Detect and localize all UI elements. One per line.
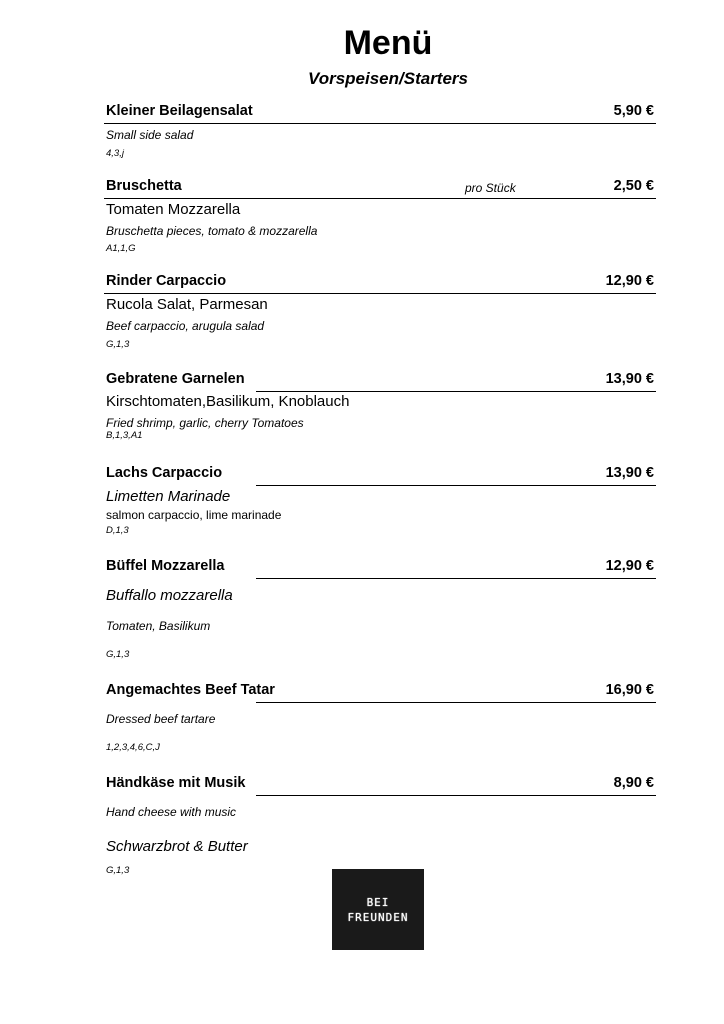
item-allergens: G,1,3 bbox=[106, 865, 130, 876]
divider bbox=[256, 391, 656, 392]
divider bbox=[104, 198, 656, 199]
divider bbox=[256, 795, 656, 796]
logo-line-2: FREUNDEN bbox=[347, 910, 409, 924]
item-price: 12,90 € bbox=[605, 273, 654, 289]
divider bbox=[104, 123, 656, 124]
item-description-de: Kirschtomaten,Basilikum, Knoblauch bbox=[106, 393, 350, 410]
item-name: Kleiner Beilagensalat bbox=[106, 103, 253, 119]
item-allergens: G,1,3 bbox=[106, 339, 130, 350]
divider bbox=[104, 293, 656, 294]
item-price: 13,90 € bbox=[605, 371, 654, 387]
section-title: Vorspeisen/Starters bbox=[308, 69, 468, 88]
item-description-de: Limetten Marinade bbox=[106, 488, 231, 505]
item-description-en: Hand cheese with music bbox=[106, 805, 237, 819]
item-description-de: Rucola Salat, Parmesan bbox=[106, 296, 268, 313]
item-price: 12,90 € bbox=[605, 558, 654, 574]
item-description-en: Beef carpaccio, arugula salad bbox=[106, 319, 265, 333]
item-name: Lachs Carpaccio bbox=[106, 465, 223, 481]
item-name: Gebratene Garnelen bbox=[106, 371, 245, 387]
item-name: Büffel Mozzarella bbox=[106, 558, 225, 574]
restaurant-logo bbox=[332, 869, 424, 950]
divider bbox=[256, 485, 656, 486]
item-price: 8,90 € bbox=[613, 775, 654, 791]
item-name: Bruschetta bbox=[106, 178, 182, 194]
item-allergens: 1,2,3,4,6,C,J bbox=[106, 742, 160, 753]
item-allergens: A1,1,G bbox=[106, 243, 136, 254]
divider bbox=[256, 578, 656, 579]
item-allergens: D,1,3 bbox=[106, 525, 129, 536]
logo-line-1: BEI bbox=[366, 895, 390, 909]
item-price: 16,90 € bbox=[605, 682, 654, 698]
item-description-de: Buffallo mozzarella bbox=[106, 587, 233, 604]
item-price: 13,90 € bbox=[605, 465, 654, 481]
item-description-de: Schwarzbrot & Butter bbox=[106, 838, 248, 855]
item-name: Händkäse mit Musik bbox=[106, 775, 246, 791]
item-name: Rinder Carpaccio bbox=[106, 273, 227, 289]
item-description-de: Tomaten Mozzarella bbox=[106, 201, 241, 218]
item-description-en: Fried shrimp, garlic, cherry Tomatoes bbox=[106, 416, 304, 430]
item-description-en: salmon carpaccio, lime marinade bbox=[106, 508, 282, 522]
divider bbox=[256, 702, 656, 703]
item-allergens: 4,3,j bbox=[106, 148, 124, 159]
item-allergens: B,1,3,A1 bbox=[106, 430, 143, 441]
item-price: 5,90 € bbox=[613, 103, 654, 119]
item-allergens: G,1,3 bbox=[106, 649, 130, 660]
item-name: Angemachtes Beef Tatar bbox=[106, 682, 275, 698]
item-description-en: Tomaten, Basilikum bbox=[106, 619, 211, 633]
page-title: Menü bbox=[343, 24, 433, 62]
item-description-en: Small side salad bbox=[106, 128, 194, 142]
item-price: 2,50 € bbox=[613, 178, 654, 194]
item-description-en: Bruschetta pieces, tomato & mozzarella bbox=[106, 224, 318, 238]
item-description-en: Dressed beef tartare bbox=[106, 712, 216, 726]
item-note: pro Stück bbox=[465, 181, 516, 195]
